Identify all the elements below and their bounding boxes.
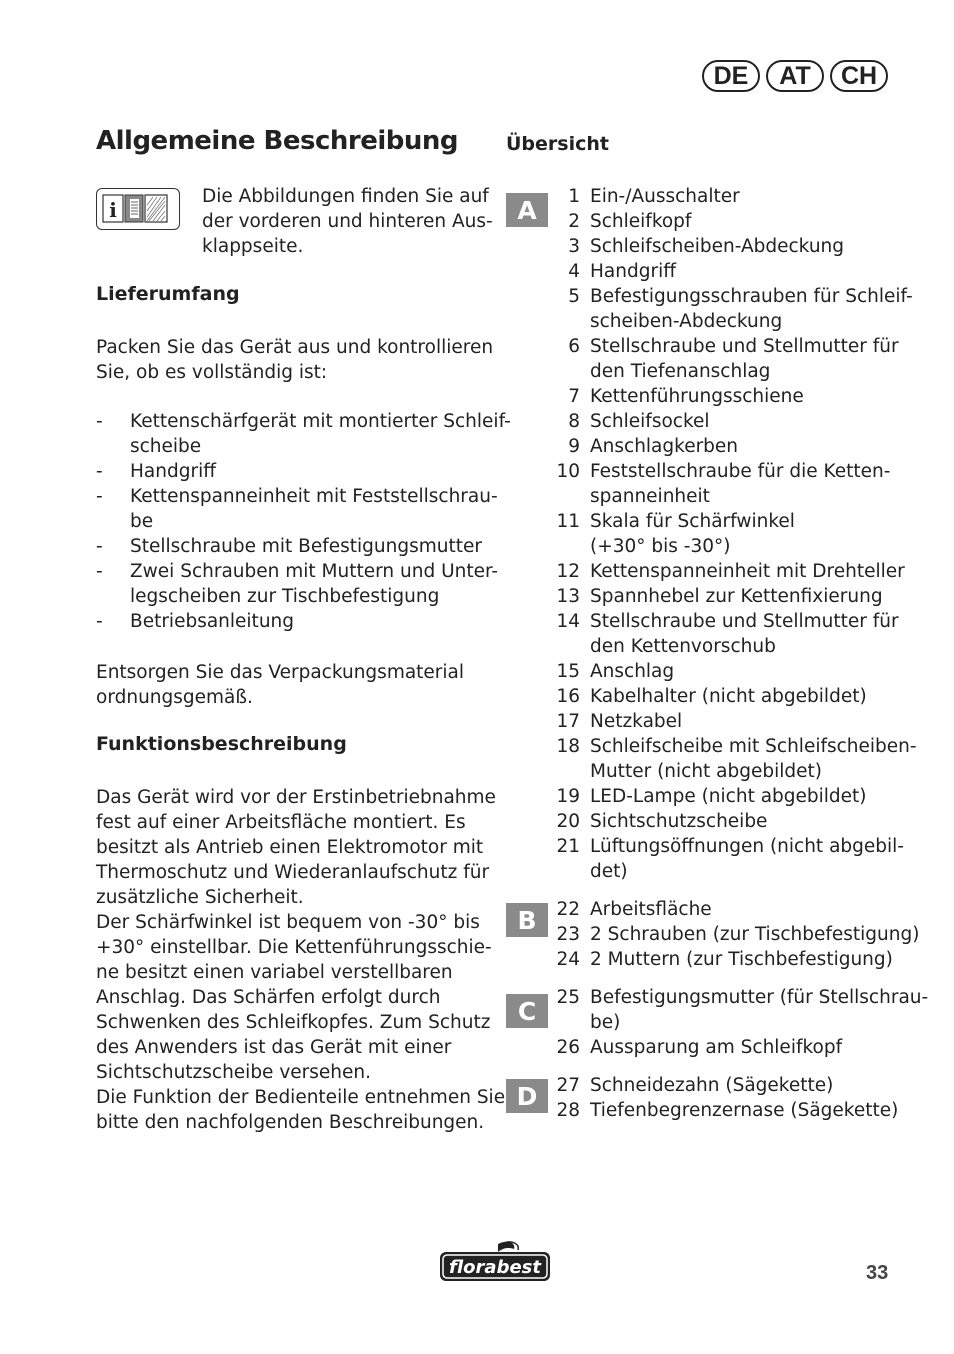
list-dash: - [96, 536, 103, 557]
part-label: Arbeitsfläche [590, 899, 712, 920]
function-line: bitte den nachfolgenden Beschreibungen. [96, 1112, 485, 1133]
function-text [96, 785, 506, 1135]
scope-list [96, 409, 511, 634]
part-label: Sichtschutzscheibe [590, 811, 768, 832]
section-label-c: C [506, 994, 548, 1028]
list-item [550, 234, 917, 259]
part-label: Schneidezahn (Sägekette) [590, 1075, 834, 1096]
list-item-line: legscheiben zur Tischbefestigung [130, 586, 440, 607]
function-line: Die Funktion der Bedienteile entnehmen Sie [96, 1087, 506, 1108]
part-label: den Kettenvorschub [590, 636, 776, 657]
part-label: Schleifsockel [590, 411, 710, 432]
part-number: 13 [556, 586, 580, 607]
lang-badge-at: AT [766, 60, 824, 92]
info-line: der vorderen und hinteren Aus- [202, 211, 493, 232]
function-line: Anschlag. Das Schärfen erfolgt durch [96, 987, 441, 1008]
list-item [96, 609, 511, 634]
list-item [550, 659, 917, 684]
part-label: spanneinheit [590, 486, 710, 507]
part-number: 25 [556, 987, 580, 1008]
part-label: Kettenführungsschiene [590, 386, 804, 407]
list-item [550, 784, 917, 809]
list-item [550, 509, 917, 559]
part-label: Kettenspanneinheit mit Drehteller [590, 561, 905, 582]
part-label: Befestigungsmutter (für Stellschrau- [590, 987, 929, 1008]
list-item [550, 709, 917, 734]
part-number: 16 [556, 686, 580, 707]
language-badges [702, 60, 888, 92]
overview-heading: Übersicht [506, 133, 609, 155]
list-item [550, 184, 917, 209]
part-label: Aussparung am Schleifkopf [590, 1037, 843, 1058]
function-line: Der Schärfwinkel ist bequem von -30° bis [96, 912, 480, 933]
info-line: Die Abbildungen finden Sie auf [202, 186, 489, 207]
part-number: 28 [556, 1100, 580, 1121]
function-line: des Anwenders ist das Gerät mit einer [96, 1037, 452, 1058]
list-item-line: Kettenspanneinheit mit Feststellschrau- [130, 486, 498, 507]
list-item [96, 484, 511, 534]
list-item [96, 459, 511, 484]
list-item [550, 434, 917, 459]
part-label: Lüftungsöffnungen (nicht abgebil- [590, 836, 904, 857]
part-number: 24 [556, 949, 580, 970]
list-item [550, 259, 917, 284]
part-number: 17 [556, 711, 580, 732]
list-item [550, 1098, 898, 1123]
part-label: Spannhebel zur Kettenfixierung [590, 586, 883, 607]
part-label: Anschlag [590, 661, 675, 682]
info-line: klappseite. [202, 236, 304, 257]
list-item-line: scheibe [130, 436, 202, 457]
list-item [550, 384, 917, 409]
parts-list-c [550, 985, 928, 1060]
logo-text: florabest [449, 1257, 541, 1278]
info-text [202, 184, 493, 259]
part-number: 27 [556, 1075, 580, 1096]
list-item [550, 947, 919, 972]
part-label: Stellschraube und Stellmutter für [590, 336, 899, 357]
part-label: Schleifscheibe mit Schleifscheiben- [590, 736, 917, 757]
function-line: Schwenken des Schleifkopfes. Zum Schutz [96, 1012, 491, 1033]
part-number: 10 [556, 461, 580, 482]
scope-heading: Lieferumfang [96, 283, 240, 305]
part-label: Feststellschraube für die Ketten- [590, 461, 891, 482]
part-label: den Tiefenanschlag [590, 361, 771, 382]
list-item [550, 284, 917, 334]
list-item [550, 985, 928, 1035]
list-item [550, 922, 919, 947]
list-item [96, 409, 511, 459]
book-info-icon [96, 188, 180, 230]
list-item-line: be [130, 511, 154, 532]
list-item [550, 1073, 898, 1098]
part-number: 15 [556, 661, 580, 682]
part-number: 4 [568, 261, 580, 282]
list-dash: - [96, 611, 103, 632]
list-dash: - [96, 486, 103, 507]
function-line: ne besitzt einen variabel verstellbaren [96, 962, 453, 983]
page-number: 33 [866, 1262, 889, 1284]
part-label: Handgriff [590, 261, 676, 282]
part-number: 21 [556, 836, 580, 857]
part-label: 2 Muttern (zur Tischbefestigung) [590, 949, 893, 970]
part-label: Anschlagkerben [590, 436, 739, 457]
part-number: 9 [568, 436, 580, 457]
part-label: 2 Schrauben (zur Tischbefestigung) [590, 924, 920, 945]
function-line: Thermoschutz und Wiederanlaufschutz für [96, 862, 490, 883]
scope-outro [96, 660, 484, 710]
function-line: Das Gerät wird vor der Erstinbetriebnahme [96, 787, 496, 808]
list-item-line: Stellschraube mit Befestigungsmutter [130, 536, 482, 557]
function-line: Sichtschutzscheibe versehen. [96, 1062, 371, 1083]
part-number: 11 [556, 511, 580, 532]
function-line: besitzt als Antrieb einen Elektromotor mit [96, 837, 484, 858]
part-number: 26 [556, 1037, 580, 1058]
part-label: Befestigungsschrauben für Schleif- [590, 286, 913, 307]
part-label: scheiben-Abdeckung [590, 311, 783, 332]
parts-list-b [550, 897, 919, 972]
section-label-b: B [506, 903, 548, 937]
list-dash: - [96, 461, 103, 482]
part-label: Tiefenbegrenzernase (Sägekette) [590, 1100, 899, 1121]
list-item [550, 559, 917, 584]
lang-badge-de: DE [702, 60, 760, 92]
function-heading: Funktionsbeschreibung [96, 733, 347, 755]
scope-outro-line: Entsorgen Sie das Verpackungsmaterial [96, 662, 465, 683]
part-number: 8 [568, 411, 580, 432]
part-number: 6 [568, 336, 580, 357]
list-item-line: Kettenschärfgerät mit montierter Schleif- [130, 411, 511, 432]
part-label: Kabelhalter (nicht abgebildet) [590, 686, 867, 707]
list-item [96, 534, 511, 559]
function-line: +30° einstellbar. Die Kettenführungsschie- [96, 937, 492, 958]
list-item-line: Betriebsanleitung [130, 611, 295, 632]
part-label: Ein-/Ausschalter [590, 186, 740, 207]
part-label: (+30° bis -30°) [590, 536, 731, 557]
parts-list-a [550, 184, 917, 884]
list-item [550, 1035, 928, 1060]
florabest-logo [438, 1240, 552, 1284]
list-dash: - [96, 561, 103, 582]
list-item [550, 834, 917, 884]
scope-intro-line: Packen Sie das Gerät aus und kontrollieren [96, 337, 494, 358]
list-item [550, 409, 917, 434]
part-label: Mutter (nicht abgebildet) [590, 761, 822, 782]
list-item [96, 559, 511, 609]
part-number: 2 [568, 211, 580, 232]
part-number: 3 [568, 236, 580, 257]
part-number: 18 [556, 736, 580, 757]
list-item [550, 809, 917, 834]
part-label: det) [590, 861, 628, 882]
list-item [550, 209, 917, 234]
scope-outro-line: ordnungsgemäß. [96, 687, 253, 708]
part-number: 12 [556, 561, 580, 582]
part-number: 19 [556, 786, 580, 807]
part-label: Skala für Schärfwinkel [590, 511, 795, 532]
part-label: Schleifkopf [590, 211, 692, 232]
function-line: zusätzliche Sicherheit. [96, 887, 304, 908]
section-label-a: A [506, 193, 548, 227]
list-item-line: Zwei Schrauben mit Muttern und Unter- [130, 561, 499, 582]
scope-intro [96, 335, 494, 385]
section-label-d: D [506, 1079, 548, 1113]
scope-intro-line: Sie, ob es vollständig ist: [96, 362, 328, 383]
svg-text:i: i [109, 198, 117, 222]
list-item [550, 609, 917, 659]
list-item [550, 584, 917, 609]
function-line: fest auf einer Arbeitsfläche montiert. Es [96, 812, 466, 833]
part-number: 23 [556, 924, 580, 945]
part-number: 7 [568, 386, 580, 407]
part-number: 5 [568, 286, 580, 307]
part-number: 1 [568, 186, 580, 207]
list-dash: - [96, 411, 103, 432]
part-number: 14 [556, 611, 580, 632]
part-number: 20 [556, 811, 580, 832]
lang-badge-ch: CH [830, 60, 888, 92]
list-item-line: Handgriff [130, 461, 216, 482]
part-number: 22 [556, 899, 580, 920]
list-item [550, 334, 917, 384]
part-label: Schleifscheiben-Abdeckung [590, 236, 845, 257]
list-item [550, 897, 919, 922]
part-label: LED-Lampe (nicht abgebildet) [590, 786, 867, 807]
parts-list-d [550, 1073, 898, 1123]
list-item [550, 734, 917, 784]
page-title: Allgemeine Beschreibung [96, 126, 458, 156]
part-label: Netzkabel [590, 711, 683, 732]
list-item [550, 459, 917, 509]
list-item [550, 684, 917, 709]
part-label: Stellschraube und Stellmutter für [590, 611, 899, 632]
part-label: be) [590, 1012, 621, 1033]
